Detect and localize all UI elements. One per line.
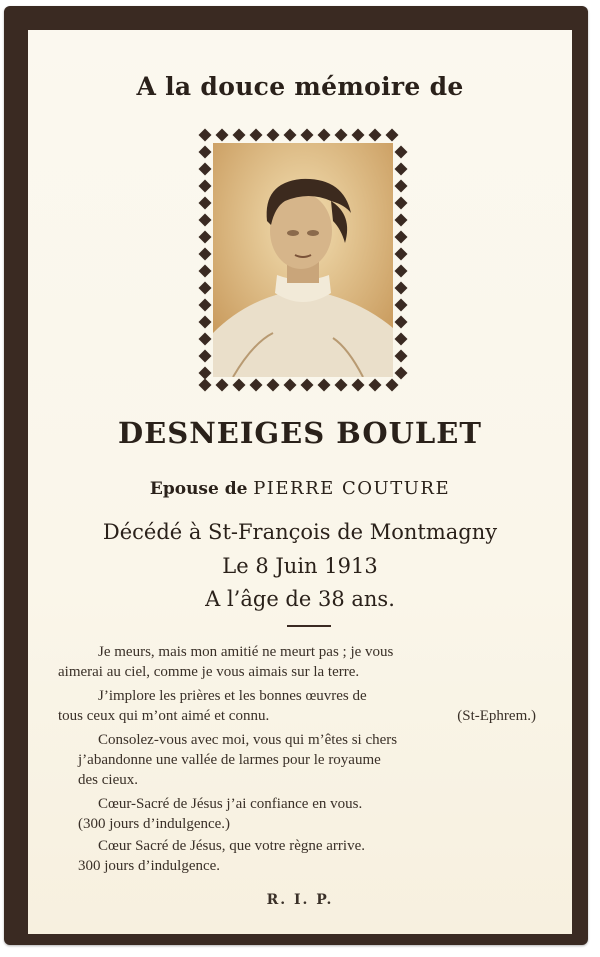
diamond-ornament xyxy=(395,333,408,346)
diamond-ornament xyxy=(395,316,408,329)
diamond-ornament xyxy=(284,379,297,392)
portrait-woman-image xyxy=(213,143,393,377)
memorial-card xyxy=(4,6,588,945)
diamond-ornament xyxy=(250,129,263,142)
diamond-ornament xyxy=(395,146,408,159)
diamond-ornament xyxy=(301,379,314,392)
age-at-death: A l’âge de 38 ans. xyxy=(205,587,395,611)
portrait-frame xyxy=(198,128,408,392)
spouse-prefix: Epouse de xyxy=(149,479,248,499)
diamond-ornament xyxy=(318,379,331,392)
diamond-ornament xyxy=(352,379,365,392)
diamond-ornament xyxy=(233,379,246,392)
deceased-name: DESNEIGES BOULET xyxy=(118,416,482,450)
diamond-ornament xyxy=(199,316,212,329)
prayer-line: Consolez-vous avec moi, vous qui m’êtes si chers xyxy=(98,732,398,748)
diamond-ornament xyxy=(395,214,408,227)
memorial-heading: A la douce mémoire de xyxy=(136,72,464,101)
diamond-ornament xyxy=(335,129,348,142)
diamond-ornament xyxy=(199,180,212,193)
diamond-ornament xyxy=(199,248,212,261)
prayer-line-with-attribution xyxy=(58,706,536,726)
prayer-line: tous ceux qui m’ont aimé et connu. xyxy=(58,708,270,724)
diamond-ornament xyxy=(395,350,408,363)
diamond-ornament xyxy=(386,129,399,142)
death-date: Le 8 Juin 1913 xyxy=(222,554,378,578)
prayer-2 xyxy=(58,686,536,726)
diamond-ornament xyxy=(395,180,408,193)
death-place: Décédé à St-François de Montmagny xyxy=(102,520,498,544)
divider xyxy=(287,625,331,627)
diamond-ornament xyxy=(199,333,212,346)
prayer-5 xyxy=(78,836,536,876)
diamond-ornament xyxy=(335,379,348,392)
diamond-ornament xyxy=(216,379,229,392)
diamond-ornament xyxy=(199,129,212,142)
prayer-attribution: (300 jours d’indulgence.) xyxy=(78,816,231,832)
diamond-ornament xyxy=(395,367,408,380)
diamond-ornament xyxy=(395,248,408,261)
diamond-ornament xyxy=(395,231,408,244)
rip-initials: R. I. P. xyxy=(266,892,334,908)
diamond-ornament xyxy=(199,214,212,227)
diamond-ornament xyxy=(233,129,246,142)
diamond-ornament xyxy=(395,163,408,176)
diamond-ornament xyxy=(267,379,280,392)
diamond-ornament xyxy=(395,282,408,295)
diamond-ornament xyxy=(386,379,399,392)
diamond-ornament xyxy=(352,129,365,142)
diamond-ornament xyxy=(199,379,212,392)
diamond-ornament xyxy=(216,129,229,142)
spouse-name: PIERRE COUTURE xyxy=(253,478,451,499)
prayer-line: Cœur Sacré de Jésus, que votre règne arrive. xyxy=(98,838,365,854)
prayer-1 xyxy=(58,642,536,682)
diamond-ornament xyxy=(318,129,331,142)
diamond-ornament xyxy=(267,129,280,142)
prayer-line: aimerai au ciel, comme je vous aimais sur la terre. xyxy=(58,664,360,680)
diamond-ornament xyxy=(199,265,212,278)
spouse-line xyxy=(28,478,572,499)
portrait-photo xyxy=(213,143,393,377)
diamond-ornament xyxy=(199,146,212,159)
prayer-line: Je meurs, mais mon amitié ne meurt pas ; je vous xyxy=(98,644,394,660)
diamond-ornament xyxy=(199,282,212,295)
prayer-attribution: (St-Ephrem.) xyxy=(457,708,536,724)
diamond-ornament xyxy=(199,299,212,312)
diamond-ornament xyxy=(199,231,212,244)
diamond-ornament xyxy=(369,379,382,392)
diamond-ornament xyxy=(395,265,408,278)
prayer-4 xyxy=(78,794,536,834)
prayer-line: j’abandonne une vallée de larmes pour le royaume xyxy=(78,752,381,768)
prayer-attribution: 300 jours d’indulgence. xyxy=(78,858,221,874)
prayer-line: Cœur-Sacré de Jésus j’ai confiance en vous. xyxy=(98,796,363,812)
diamond-ornament xyxy=(395,197,408,210)
diamond-ornament xyxy=(199,350,212,363)
diamond-ornament xyxy=(395,299,408,312)
prayer-line: des cieux. xyxy=(78,772,138,788)
diamond-ornament xyxy=(199,197,212,210)
diamond-ornament xyxy=(284,129,297,142)
prayer-3 xyxy=(78,730,536,790)
diamond-ornament xyxy=(199,367,212,380)
diamond-ornament xyxy=(369,129,382,142)
diamond-ornament xyxy=(250,379,263,392)
prayer-line: J’implore les prières et les bonnes œuvres de xyxy=(98,688,367,704)
diamond-ornament xyxy=(199,163,212,176)
card-paper xyxy=(28,30,572,934)
diamond-ornament xyxy=(301,129,314,142)
